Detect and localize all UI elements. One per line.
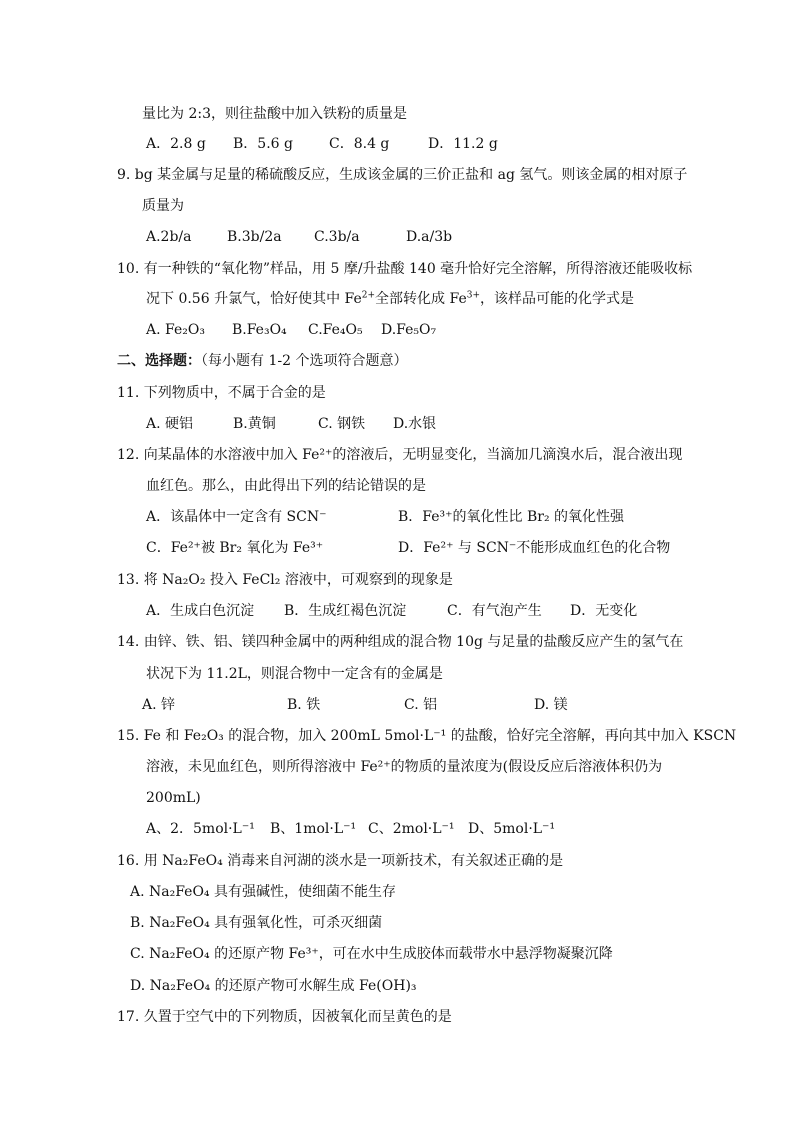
q12-option-c: C．Fe²⁺被 Br₂ 氧化为 Fe³⁺ (146, 540, 324, 556)
q11-option-b: B.黄铜 (233, 416, 276, 432)
q11-option-d: D.水银 (393, 416, 437, 432)
q9-option-c: C.3b/a (314, 229, 360, 245)
q9-option-d: D.a/3b (406, 229, 453, 245)
q12-option-a: A．该晶体中一定含有 SCN⁻ (146, 509, 327, 525)
fe2-charge: 2+ (361, 290, 376, 301)
q15-stem-1: 15. Fe 和 Fe₂O₃ 的混合物，加入 200mL 5mol·L⁻¹ 的盐酸，恰好完全溶解，再向其中加入 KSCN (117, 728, 737, 744)
q14-option-d: D. 镁 (534, 697, 568, 713)
q12-stem-1: 12. 向某晶体的水溶液中加入 Fe²⁺的溶液后，无明显变化，当滴加几滴溴水后，混合液出现 (117, 447, 683, 463)
q12-stem-2: 血红色。那么，由此得出下列的结论错误的是 (146, 478, 426, 494)
q13-option-d: D．无变化 (570, 603, 638, 619)
q10-option-b: B.Fe₃O₄ (232, 322, 287, 338)
section-2-heading (117, 351, 407, 371)
q16-option-a: A. Na₂FeO₄ 具有强碱性，使细菌不能生存 (130, 884, 396, 900)
q10-stem-2-part-c: ，该样品可能的化学式是 (480, 291, 635, 307)
fe3-charge: 3+ (466, 290, 481, 301)
q8-option-b: B．5.6 g (233, 136, 293, 152)
q9-stem-2: 质量为 (142, 198, 184, 214)
q10-option-d: D.Fe₅O₇ (381, 322, 437, 338)
q16-option-b: B. Na₂FeO₄ 具有强氧化性，可杀灭细菌 (130, 915, 383, 931)
q17-stem: 17. 久置于空气中的下列物质，因被氧化而呈黄色的是 (117, 1009, 452, 1025)
q10-option-a: A. Fe₂O₃ (146, 322, 205, 338)
q8-option-c: C．8.4 g (329, 136, 390, 152)
q15-option-b: B、1mol·L⁻¹ (270, 821, 357, 837)
q15-option-a: A、2．5mol·L⁻¹ (146, 821, 255, 837)
q16-option-c: C. Na₂FeO₄ 的还原产物 Fe³⁺，可在水中生成胶体而载带水中悬浮物凝聚沉降 (130, 946, 613, 962)
q10-option-c: C.Fe₄O₅ (308, 322, 363, 338)
q11-stem: 11. 下列物质中，不属于合金的是 (117, 385, 326, 401)
q11-option-c: C. 钢铁 (318, 416, 366, 432)
q10-stem-2-part-a: 况下 0.56 升氯气，恰好使其中 Fe (146, 291, 362, 307)
q9-stem-1: 9. bg 某金属与足量的稀硫酸反应，生成该金属的三价正盐和 ag 氢气。则该金属的相对原子 (117, 167, 688, 183)
q13-stem: 13. 将 Na₂O₂ 投入 FeCl₂ 溶液中，可观察到的现象是 (117, 572, 453, 588)
q11-option-a: A. 硬铝 (146, 416, 194, 432)
q13-option-b: B．生成红褐色沉淀 (284, 603, 407, 619)
q12-option-d: D．Fe²⁺ 与 SCN⁻不能形成血红色的化合物 (398, 540, 671, 556)
q8-option-d: D．11.2 g (428, 136, 498, 152)
q13-option-c: C．有气泡产生 (447, 603, 542, 619)
q15-stem-3: 200mL) (146, 790, 201, 806)
q15-stem-2: 溶液，未见血红色，则所得溶液中 Fe²⁺的物质的量浓度为(假设反应后溶液体积仍为 (146, 759, 663, 775)
q14-stem-2: 状况下为 11.2L，则混合物中一定含有的金属是 (146, 666, 443, 682)
q10-stem-2 (146, 289, 634, 309)
q14-option-c: C. 铝 (404, 697, 438, 713)
q8-stem-tail: 量比为 2:3，则往盐酸中加入铁粉的质量是 (142, 106, 407, 122)
q9-option-a: A.2b/a (146, 229, 192, 245)
q8-option-a: A．2.8 g (146, 136, 206, 152)
q15-option-d: D、5mol·L⁻¹ (468, 821, 556, 837)
section-2-title: 二、选择题： (117, 353, 201, 369)
q14-option-b: B. 铁 (287, 697, 321, 713)
q10-stem-1: 10. 有一种铁的“氧化物”样品，用 5 摩/升盐酸 140 毫升恰好完全溶解，所得溶液还能吸收标 (117, 261, 693, 277)
q14-option-a: A. 锌 (142, 697, 176, 713)
q12-option-b: B．Fe³⁺的氧化性比 Br₂ 的氧化性强 (398, 509, 625, 525)
q14-stem-1: 14. 由锌、铁、铝、镁四种金属中的两种组成的混合物 10g 与足量的盐酸反应产生的氢气在 (117, 634, 684, 650)
q9-option-b: B.3b/2a (227, 229, 282, 245)
q16-option-d: D. Na₂FeO₄ 的还原产物可水解生成 Fe(OH)₃ (130, 978, 417, 994)
q16-stem: 16. 用 Na₂FeO₄ 消毒来自河湖的淡水是一项新技术，有关叙述正确的是 (117, 853, 564, 869)
q15-option-c: C、2mol·L⁻¹ (368, 821, 455, 837)
q13-option-a: A．生成白色沉淀 (146, 603, 255, 619)
q10-stem-2-part-b: 全部转化成 Fe (375, 291, 467, 307)
section-2-note: （每小题有 1-2 个选项符合题意） (201, 353, 408, 369)
